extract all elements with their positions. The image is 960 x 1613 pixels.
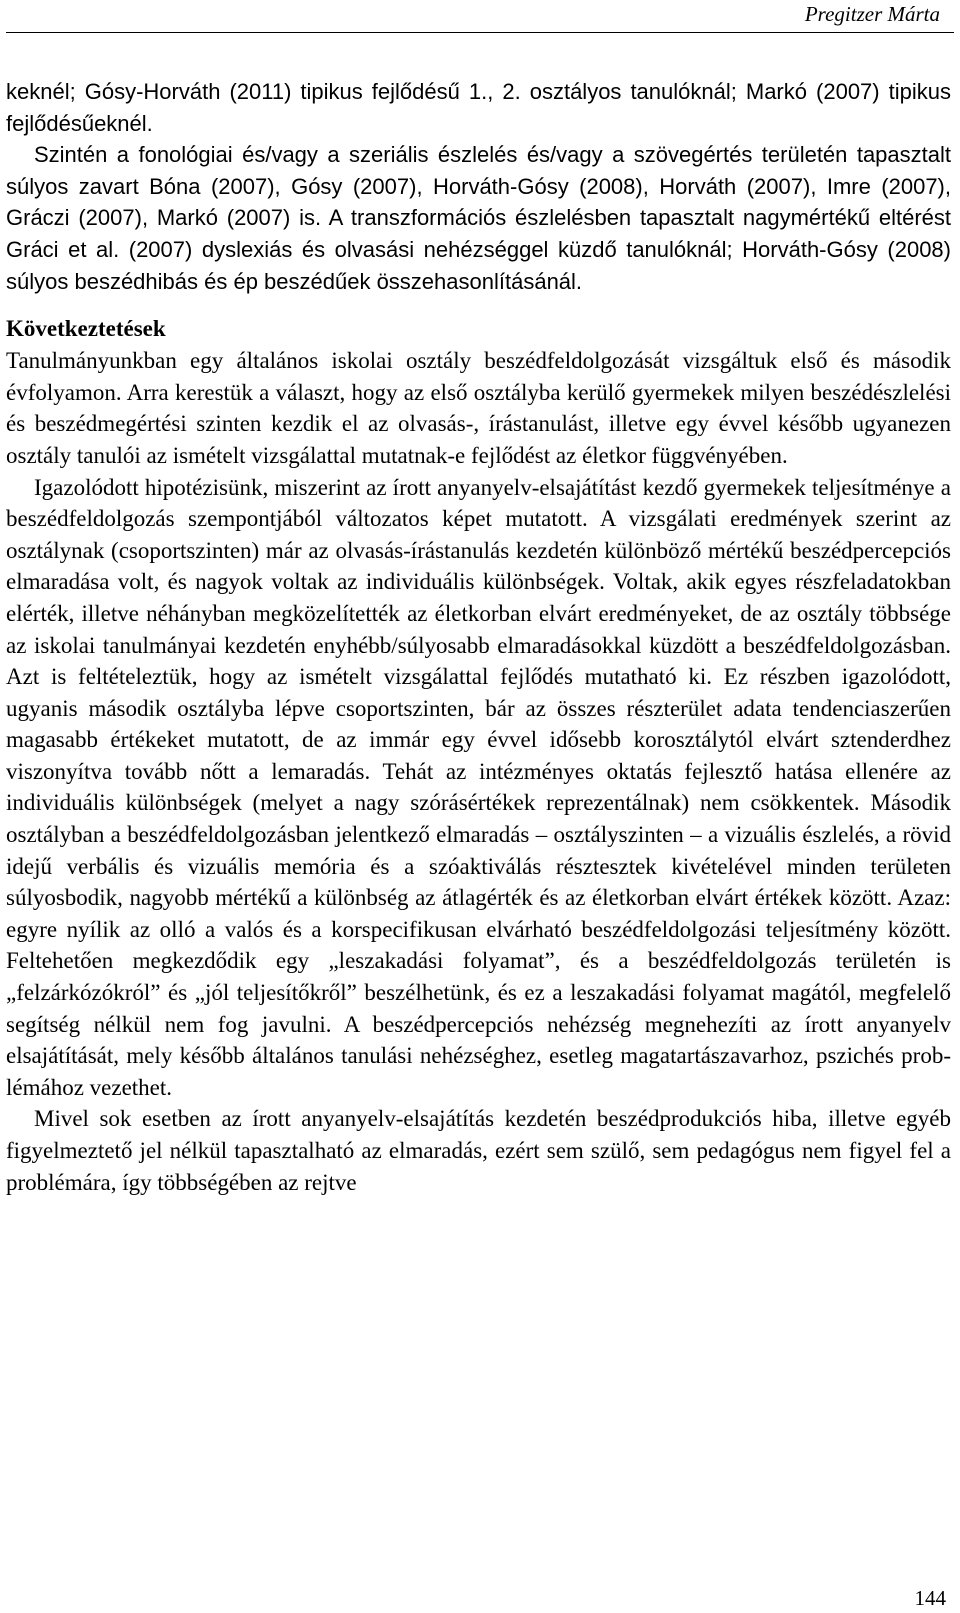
paragraph-hypothesis: Igazolódott hipotézisünk, miszerint az írott anyanyelv-elsajátítást kezdő gyermekek teljesítménye a beszédfeldolgozás szempontjából változatos képet mutatott. A vizsgálati eredmények szerint az osztálynak (csoportszinten) már az olvasás-írástanulás kezdetén különböző mértékű beszédpercepciós elmaradása volt, és nagyok voltak az individuális különbségek. Voltak, akik egyes részfeladatokban elérték, illetve néhányban megközelítették az életkorban elvárt eredményeket, de az osztály többsége az iskolai tanulmányai kezdetén enyhébb/súlyosabb elmaradásokkal küzdött a beszédfeldolgozásban. Azt is feltételeztük, hogy az ismételt vizsgálattal fejlődés mutatható ki. Ez részben igazolódott, ugyanis második osztályba lépve csoportszinten, bár az összes részterület adata tendenciaszerűen magasabb értékeket mutatott, de az immár egy évvel idősebb korosztálytól elvárt sztenderdhez viszonyítva tovább nőtt a lemaradás. Tehát az intézményes oktatás fejlesztő hatása ellenére az individuális különbségek (melyet a nagy szórásértékek reprezentálnak) nem csökkentek. Második osztályban a beszédfeldolgozásban jelentkező elmaradás – osztályszinten – a vizuális észlelés, a rövid idejű verbális és vizuális memória és a szóaktiválás résztesztek kivételével minden területen súlyosbodik, nagyobb mértékű a különbség az átlagérték és az életkorban elvárt értékek között. Azaz: egyre nyílik az olló a valós és a korspecifikusan elvárható beszédfeldolgozási teljesítmény között. Feltehetően megkezdődik egy „leszakadási folyamat”, és a beszédfeldolgozás területén is „felzárkózókról” és „jól teljesítőkről” beszélhetünk, és ez a leszakadási folyamat magától, megfelelő segítség nélkül nem fog javulni. A beszédpercepciós nehézség megnehezíti az írott anyanyelv elsajátítását, mely később általános tanulási nehézséghez, esetleg magatartászavarhoz, pszichés problémához vezethet. — [6, 474, 951, 1100]
paragraph-continuation: keknél; Gósy-Horváth (2011) tipikus fejlődésű 1., 2. osztályos tanulóknál; Markó (2007) tipikus fejlődésűeknél. — [6, 79, 951, 136]
page-number: 144 — [914, 1586, 946, 1610]
header-rule — [6, 32, 954, 33]
paragraph-hidden-lag: Mivel sok esetben az írott anyanyelv-elsajátítás kezdetén beszédprodukciós hiba, illetve egyéb figyelmeztető jel nélkül tapasztalható az elmaradás, ezért sem szülő, sem pedagógus nem figyel fel a problémára, így többségében az rejtve — [6, 1106, 951, 1195]
paragraph-literature: Szintén a fonológiai és/vagy a szeriális észlelés és/vagy a szövegértés területén tapasztalt súlyos zavart Bóna (2007), Gósy (2007), Horváth-Gósy (2008), Horváth (2007), Imre (2007), Gráczi (2007), Markó (2007) is. A transzformációs észlelésben tapasztalt nagymértékű eltérést Gráci et al. (2007) dyslexiás és olvasási nehézséggel küzdő tanulóknál; Horváth-Gósy (2008) súlyos beszédhibás és ép beszédűek összehasonlításánál. — [6, 142, 951, 294]
running-header-author: Pregitzer Márta — [804, 2, 940, 26]
section-heading-conclusions: Következtetések — [6, 316, 166, 342]
page-body — [6, 76, 951, 1198]
paragraph-study-aim: Tanulmányunkban egy általános iskolai osztály beszédfeldolgozását vizsgáltuk első és második évfolyamon. Arra kerestük a választ, hogy az első osztályba kerülő gyermekek milyen beszédészlelési és beszédmegértési szinten kezdik el az olvasás-, írástanulást, illetve egy évvel később ugyanezen osztály tanulói az ismételt vizsgálattal mutatnak-e fejlődést az életkor függvényében. — [6, 348, 951, 468]
